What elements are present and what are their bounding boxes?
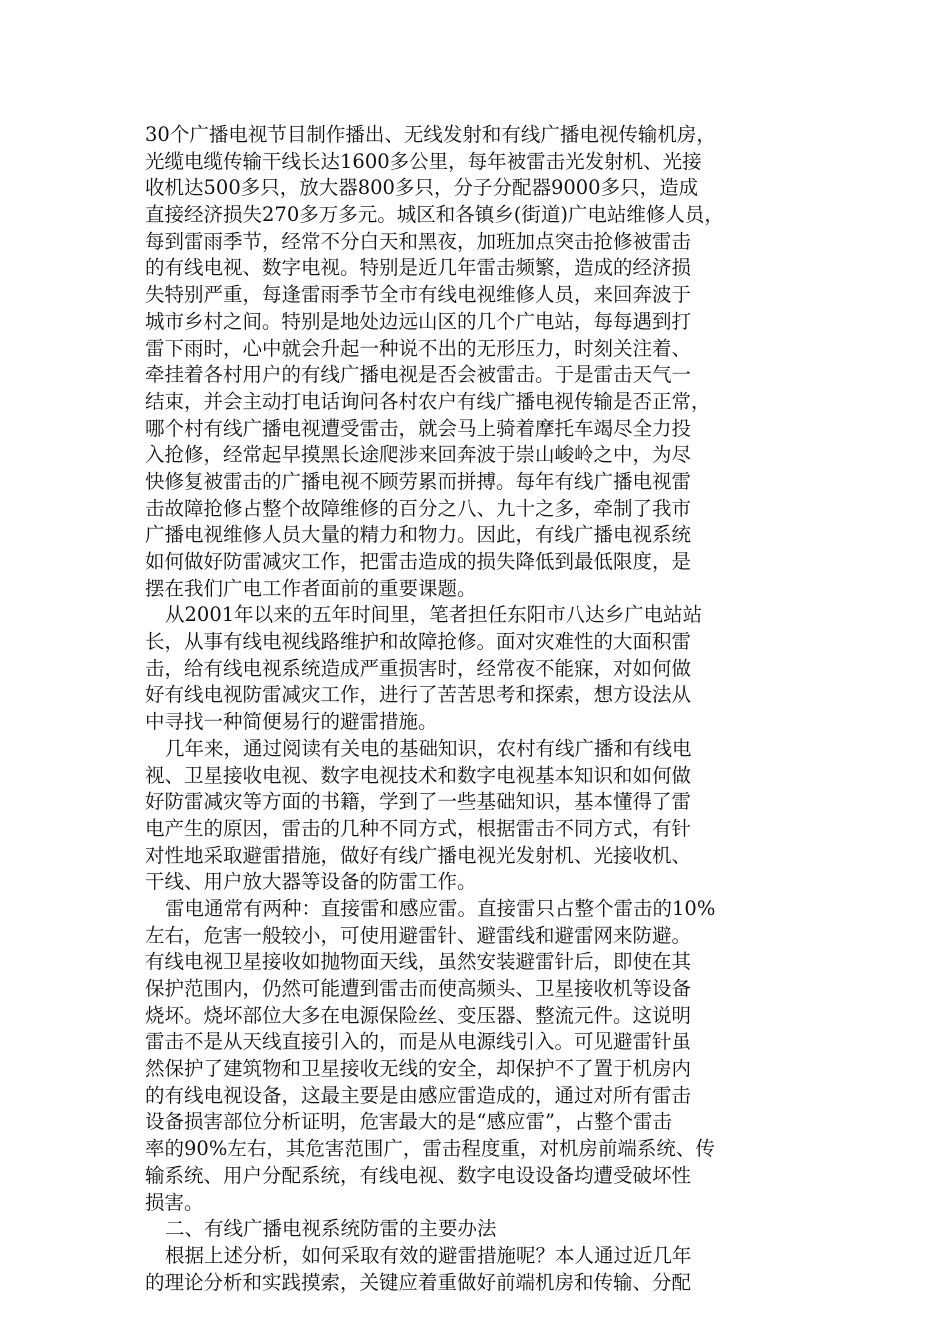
text-line: 雷击不是从天线直接引入的，而是从电源线引入。可见避雷针虽 [145,1030,692,1054]
text-line: 从2001年以来的五年时间里，笔者担任东阳市八达乡广电站站 [165,603,703,627]
text-line: 几年来，通过阅读有关电的基础知识，农村有线广播和有线电 [165,736,692,760]
text-line: 快修复被雷击的广播电视不顾劳累而拼搏。每年有线广播电视雷 [145,469,692,493]
text-line: 雷下雨时，心中就会升起一种说不出的无形压力，时刻关注着、 [145,336,692,360]
text-line: 如何做好防雷减灾工作，把雷击造成的损失降低到最低限度，是 [145,550,692,573]
text-line: 输系统、用户分配系统，有线电视、数字电设设备均遭受破坏性 [145,1163,692,1187]
text-line: 击，给有线电视系统造成严重损害时，经常夜不能寐，对如何做 [145,656,692,680]
text-line: 结束，并会主动打电话询问各村农户有线广播电视传输是否正常， [145,389,711,413]
paragraph-5 [145,1243,810,1296]
text-line: 的有线电视设备，这最主要是由感应雷造成的，通过对所有雷击 [145,1083,692,1107]
text-line: 然保护了建筑物和卫星接收无线的安全，却保护不了置于机房内 [145,1057,692,1081]
text-line: 城市乡村之间。特别是地处边远山区的几个广电站，每每遇到打 [145,309,692,333]
text-line: 每到雷雨季节，经常不分白天和黑夜，加班加点突击抢修被雷击 [145,229,692,253]
text-line: 视、卫星接收电视、数字电视技术和数字电视基本知识和如何做 [145,763,692,787]
text-line: 左右，危害一般较小，可使用避雷针、避雷线和避雷网来防避。 [145,923,692,947]
text-line: 雷电通常有两种：直接雷和感应雷。直接雷只占整个雷击的10% [165,896,716,920]
text-line: 牵挂着各村用户的有线广播电视是否会被雷击。于是雷击天气一 [145,363,692,387]
text-line: 收机达500多只，放大器800多只，分子分配器9000多只，造成 [145,176,699,200]
text-line: 失特别严重，每逢雷雨季节全市有线电视维修人员，来回奔波于 [145,283,692,307]
text-line: 入抢修，经常起早摸黑长途爬涉来回奔波于崇山峻岭之中，为尽 [145,443,692,467]
text-line: 光缆电缆传输干线长达1600多公里，每年被雷击光发射机、光接 [145,149,702,173]
text-line: 中寻找一种简便易行的避雷措施。 [145,710,438,734]
text-line: 损害。 [145,1190,204,1214]
text-line: 摆在我们广电工作者面前的重要课题。 [145,576,477,600]
text-line: 广播电视维修人员大量的精力和物力。因此，有线广播电视系统 [145,523,692,547]
paragraph-2 [145,602,810,735]
section-heading-text: 二、有线广播电视系统防雷的主要办法 [165,1217,497,1241]
text-line: 30个广播电视节目制作播出、无线发射和有线广播电视传输机房， [145,123,716,146]
text-line: 好有线电视防雷减灾工作，进行了苦苦思考和探索，想方设法从 [145,683,692,707]
text-line: 电产生的原因，雷击的几种不同方式，根据雷击不同方式，有针 [145,816,692,840]
text-line: 保护范围内，仍然可能遭到雷击而使高频头、卫星接收机等设备 [145,977,692,1000]
text-line: 直接经济损失270多万多元。城区和各镇乡(街道)广电站维修人员， [145,203,724,227]
text-line: 哪个村有线广播电视遭受雷击，就会马上骑着摩托车竭尽全力投 [145,416,692,440]
text-line: 烧坏。烧坏部位大多在电源保险丝、变压器、整流元件。这说明 [145,1003,692,1027]
text-line: 对性地采取避雷措施，做好有线广播电视光发射机、光接收机、 [145,843,692,867]
text-line: 率的90%左右，其危害范围广，雷击程度重，对机房前端系统、传 [145,1137,715,1161]
text-line: 设备损害部位分析证明，危害最大的是“感应雷”，占整个雷击 [145,1110,672,1134]
paragraph-4 [145,896,810,1216]
text-line: 的理论分析和实践摸索，关键应着重做好前端机房和传输、分配 [145,1270,692,1294]
text-line: 干线、用户放大器等设备的防雷工作。 [145,870,477,894]
section-heading [145,1216,810,1243]
paragraph-1 [145,122,810,602]
text-line: 好防雷减灾等方面的书籍，学到了一些基础知识，基本懂得了雷 [145,790,692,814]
text-line: 有线电视卫星接收如抛物面天线，虽然安装避雷针后，即使在其 [145,950,692,974]
text-line: 根据上述分析，如何采取有效的避雷措施呢？本人通过近几年 [165,1243,692,1267]
paragraph-3 [145,736,810,896]
document-body [145,122,810,1296]
text-line: 长，从事有线电视线路维护和故障抢修。面对灾难性的大面积雷 [145,630,692,654]
text-line: 的有线电视、数字电视。特别是近几年雷击频繁，造成的经济损 [145,256,692,280]
text-line: 击故障抢修占整个故障维修的百分之八、九十之多，牵制了我市 [145,496,692,520]
